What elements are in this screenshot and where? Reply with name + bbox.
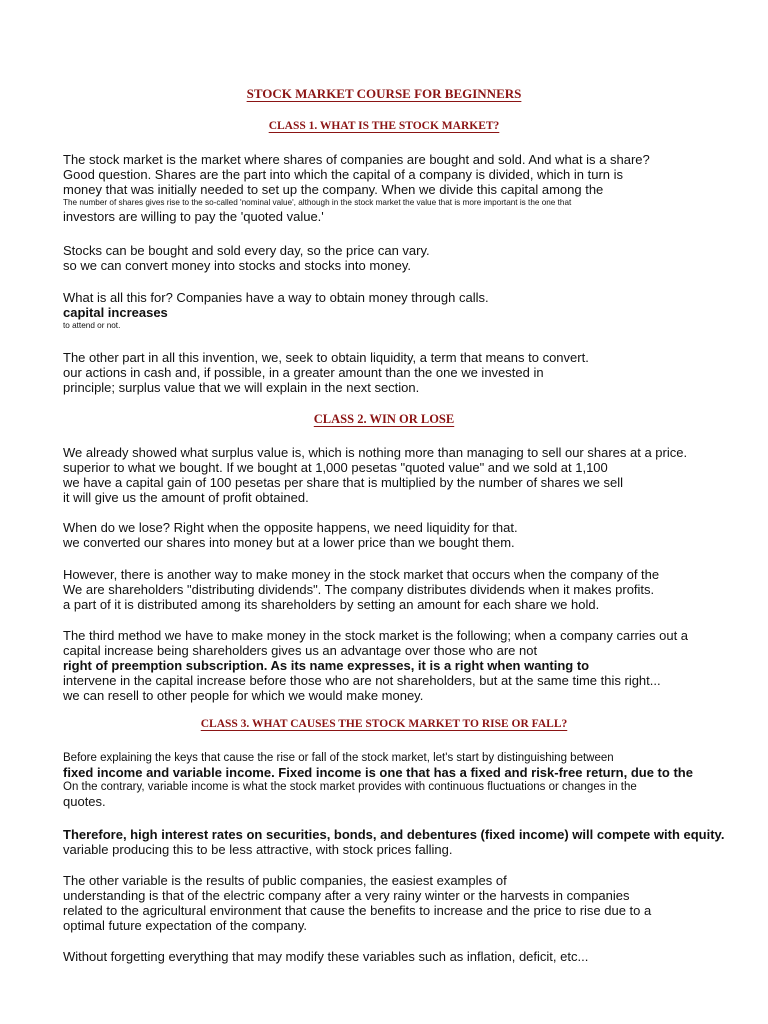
text-line: to attend or not.	[63, 321, 121, 330]
class-2-paragraph-3	[63, 567, 753, 612]
text-line: related to the agricultural environment that cause the benefits to increase and the price to rise due to a	[63, 903, 652, 918]
class-1-paragraph-2	[63, 243, 753, 273]
text-line: We are shareholders "distributing dividends". The company distributes dividends when it makes profits.	[63, 582, 655, 597]
text-line: understanding is that of the electric company after a very rainy winter or the harvests in companies	[63, 888, 630, 903]
class-3-heading: CLASS 3. WHAT CAUSES THE STOCK MARKET TO RISE OR FALL?	[200, 718, 568, 730]
class-3-paragraph-4	[63, 949, 753, 964]
class-1-paragraph-4	[63, 350, 753, 395]
class-2-paragraph-1	[63, 445, 753, 505]
text-line: so we can convert money into stocks and stocks into money.	[63, 258, 412, 273]
document-title: STOCK MARKET COURSE FOR BEGINNERS	[246, 86, 522, 101]
text-line: Before explaining the keys that cause the rise or fall of the stock market, let's start by distinguishing between	[63, 752, 614, 764]
text-line: The other variable is the results of public companies, the easiest examples of	[63, 873, 507, 888]
class-2-heading: CLASS 2. WIN OR LOSE	[313, 412, 455, 426]
text-line: right of preemption subscription. As its name expresses, it is a right when wanting to	[63, 658, 590, 673]
class-3-paragraph-3	[63, 873, 753, 933]
text-line: superior to what we bought. If we bought at 1,000 pesetas "quoted value" and we sold at 1,100	[63, 460, 608, 475]
text-line: principle; surplus value that we will explain in the next section.	[63, 380, 420, 395]
text-line: Good question. Shares are the part into which the capital of a company is divided, which in turn is	[63, 167, 624, 182]
class-1-paragraph-3	[63, 290, 753, 332]
text-line: The stock market is the market where shares of companies are bought and sold. And what is a share?	[63, 152, 650, 167]
class-1-heading: CLASS 1. WHAT IS THE STOCK MARKET?	[268, 120, 500, 132]
text-line: What is all this for? Companies have a way to obtain money through calls.	[63, 290, 489, 305]
text-line: Therefore, high interest rates on securities, bonds, and debentures (fixed income) will compete with equity.	[63, 827, 725, 842]
text-line: The number of shares gives rise to the so-called 'nominal value', although in the stock market the value that is more important is the one that	[63, 198, 572, 207]
text-line: it will give us the amount of profit obtained.	[63, 490, 309, 505]
text-line: variable producing this to be less attractive, with stock prices falling.	[63, 842, 453, 857]
text-line: we have a capital gain of 100 pesetas per share that is multiplied by the number of shares we sell	[63, 475, 624, 490]
text-line: The third method we have to make money in the stock market is the following; when a company carries out a	[63, 628, 689, 643]
text-line: capital increase being shareholders gives us an advantage over those who are not	[63, 643, 538, 658]
class-3-paragraph-2	[63, 827, 753, 857]
text-line: quotes.	[63, 794, 106, 809]
text-line: We already showed what surplus value is, which is nothing more than managing to sell our shares at a price.	[63, 445, 688, 460]
class-1-paragraph-1	[63, 152, 753, 224]
class-2-paragraph-4	[63, 628, 753, 703]
text-line: we converted our shares into money but at a lower price than we bought them.	[63, 535, 515, 550]
text-line: capital increases	[63, 305, 168, 320]
text-line: intervene in the capital increase before those who are not shareholders, but at the same time this right...	[63, 673, 661, 688]
text-line: Stocks can be bought and sold every day, so the price can vary.	[63, 243, 430, 258]
text-line: we can resell to other people for which we would make money.	[63, 688, 424, 703]
text-line: However, there is another way to make money in the stock market that occurs when the company of the	[63, 567, 660, 582]
text-line: a part of it is distributed among its shareholders by setting an amount for each share we hold.	[63, 597, 600, 612]
class-2-paragraph-2	[63, 520, 753, 550]
text-line: When do we lose? Right when the opposite happens, we need liquidity for that.	[63, 520, 518, 535]
text-line: fixed income and variable income. Fixed income is one that has a fixed and risk-free return, due to the	[63, 765, 693, 780]
text-line: Without forgetting everything that may modify these variables such as inflation, deficit, etc...	[63, 949, 589, 964]
text-line: investors are willing to pay the 'quoted value.'	[63, 209, 324, 224]
text-line: money that was initially needed to set up the company. When we divide this capital among the	[63, 182, 604, 197]
text-line: On the contrary, variable income is what the stock market provides with continuous fluctuations or changes in the	[63, 781, 637, 793]
text-line: The other part in all this invention, we, seek to obtain liquidity, a term that means to convert.	[63, 350, 589, 365]
text-line: optimal future expectation of the company.	[63, 918, 308, 933]
class-3-paragraph-1	[63, 751, 753, 809]
text-line: our actions in cash and, if possible, in a greater amount than the one we invested in	[63, 365, 544, 380]
